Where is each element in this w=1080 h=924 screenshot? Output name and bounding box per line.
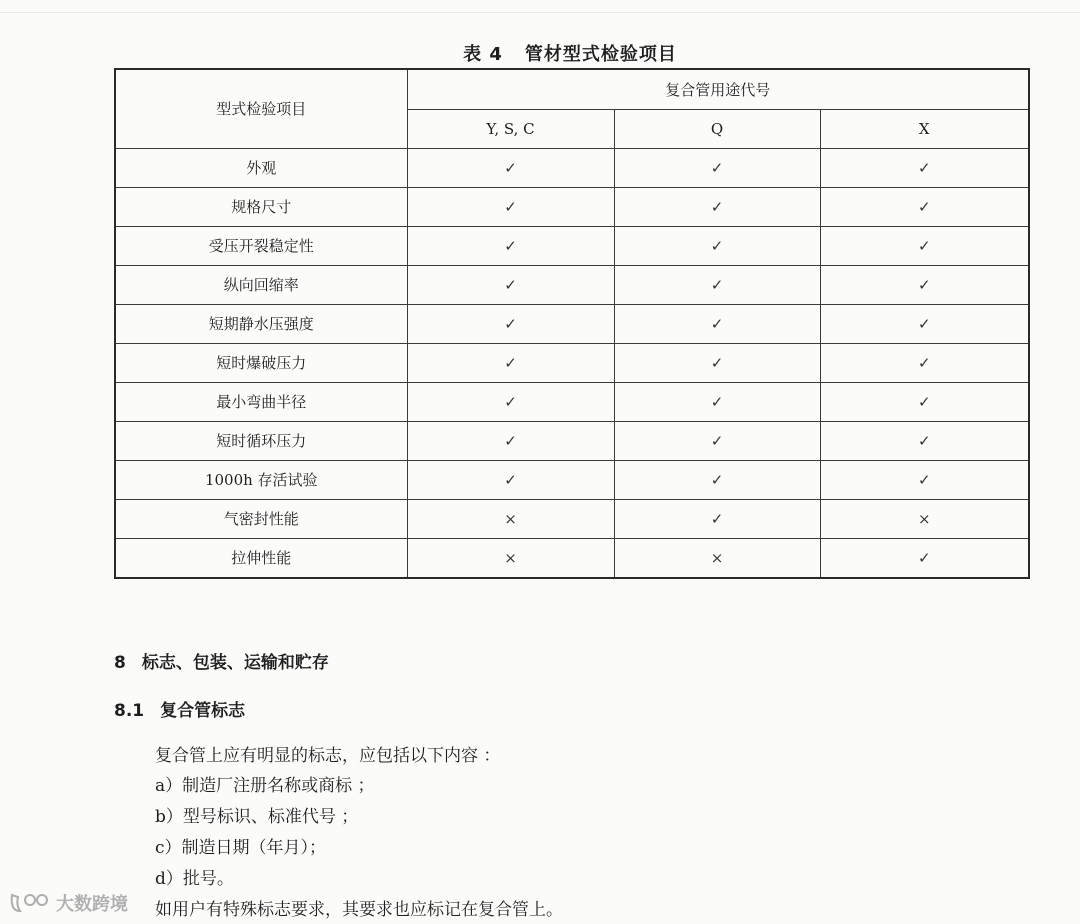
mark-cell: ✓ <box>614 499 820 538</box>
mark-cell: ✓ <box>407 265 614 304</box>
mark-cell: ✓ <box>614 304 820 343</box>
mark-cell: ✓ <box>820 148 1029 187</box>
inspection-item-cell: 拉伸性能 <box>115 538 407 578</box>
inspection-item-cell: 气密封性能 <box>115 499 407 538</box>
top-divider <box>0 12 1080 13</box>
column-header-q: Q <box>614 109 820 148</box>
body-note: 如用户有特殊标志要求，其要求也应标记在复合管上。 <box>155 900 563 920</box>
mark-cell: ✓ <box>614 421 820 460</box>
list-item-a: a）制造厂注册名称或商标 ； <box>155 776 375 796</box>
table-row <box>115 538 1029 578</box>
inspection-item-cell: 1000h 存活试验 <box>115 460 407 499</box>
mark-cell: ✓ <box>407 304 614 343</box>
mark-cell: ✓ <box>820 460 1029 499</box>
section-number: 8 <box>114 653 126 673</box>
mark-cell: ✓ <box>614 460 820 499</box>
mark-cell: ✓ <box>820 226 1029 265</box>
mark-cell: ✓ <box>820 382 1029 421</box>
mark-cell: × <box>407 538 614 578</box>
mark-cell: ✓ <box>407 460 614 499</box>
mark-cell: ✓ <box>407 226 614 265</box>
section-title: 复合管标志 <box>160 701 246 721</box>
table-row <box>115 304 1029 343</box>
list-item-d: d）批号。 <box>155 869 234 889</box>
table-caption <box>0 40 1080 66</box>
section-title: 标志、包装、运输和贮存 <box>141 653 329 673</box>
inspection-item-cell: 短时爆破压力 <box>115 343 407 382</box>
table-row <box>115 265 1029 304</box>
column-header-x: X <box>820 109 1029 148</box>
header-inspection-item: 型式检验项目 <box>115 69 407 148</box>
table-row <box>115 187 1029 226</box>
mark-cell: ✓ <box>407 148 614 187</box>
list-item-b: b）型号标识、标准代号 ； <box>155 807 359 827</box>
mark-cell: ✓ <box>407 421 614 460</box>
mark-cell: × <box>407 499 614 538</box>
mark-cell: ✓ <box>407 343 614 382</box>
inspection-item-cell: 纵向回缩率 <box>115 265 407 304</box>
header-usage-code: 复合管用途代号 <box>407 69 1029 109</box>
section-8-1-heading <box>114 696 245 721</box>
table-row <box>115 226 1029 265</box>
mark-cell: ✓ <box>407 382 614 421</box>
section-8-heading <box>114 648 329 673</box>
column-header-ysc: Y, S, C <box>407 109 614 148</box>
section-number: 8.1 <box>114 701 145 721</box>
inspection-item-cell: 最小弯曲半径 <box>115 382 407 421</box>
inspection-item-cell: 短期静水压强度 <box>115 304 407 343</box>
mark-cell: ✓ <box>820 343 1029 382</box>
table-number: 表 4 <box>463 44 503 65</box>
watermark <box>8 890 128 916</box>
mark-cell: × <box>820 499 1029 538</box>
mark-cell: ✓ <box>820 187 1029 226</box>
table-row <box>115 460 1029 499</box>
mark-cell: ✓ <box>820 421 1029 460</box>
inspection-item-cell: 规格尺寸 <box>115 187 407 226</box>
table-row <box>115 343 1029 382</box>
mark-cell: ✓ <box>820 265 1029 304</box>
table-row <box>115 421 1029 460</box>
inspection-item-cell: 外观 <box>115 148 407 187</box>
table-row <box>115 382 1029 421</box>
mark-cell: ✓ <box>614 382 820 421</box>
table-title: 管材型式检验项目 <box>524 44 677 65</box>
mark-cell: ✓ <box>820 538 1029 578</box>
watermark-logo-icon <box>8 891 52 915</box>
mark-cell: ✓ <box>614 265 820 304</box>
mark-cell: ✓ <box>614 187 820 226</box>
mark-cell: × <box>614 538 820 578</box>
body-intro: 复合管上应有明显的标志，应包括以下内容 ： <box>155 746 501 766</box>
inspection-item-cell: 短时循环压力 <box>115 421 407 460</box>
table-row <box>115 148 1029 187</box>
watermark-text: 大数跨境 <box>56 894 128 915</box>
inspection-item-cell: 受压开裂稳定性 <box>115 226 407 265</box>
mark-cell: ✓ <box>614 148 820 187</box>
table-row <box>115 499 1029 538</box>
inspection-table <box>114 68 1030 579</box>
mark-cell: ✓ <box>820 304 1029 343</box>
mark-cell: ✓ <box>614 226 820 265</box>
mark-cell: ✓ <box>614 343 820 382</box>
mark-cell: ✓ <box>407 187 614 226</box>
list-item-c: c）制造日期（年月）； <box>155 838 327 858</box>
